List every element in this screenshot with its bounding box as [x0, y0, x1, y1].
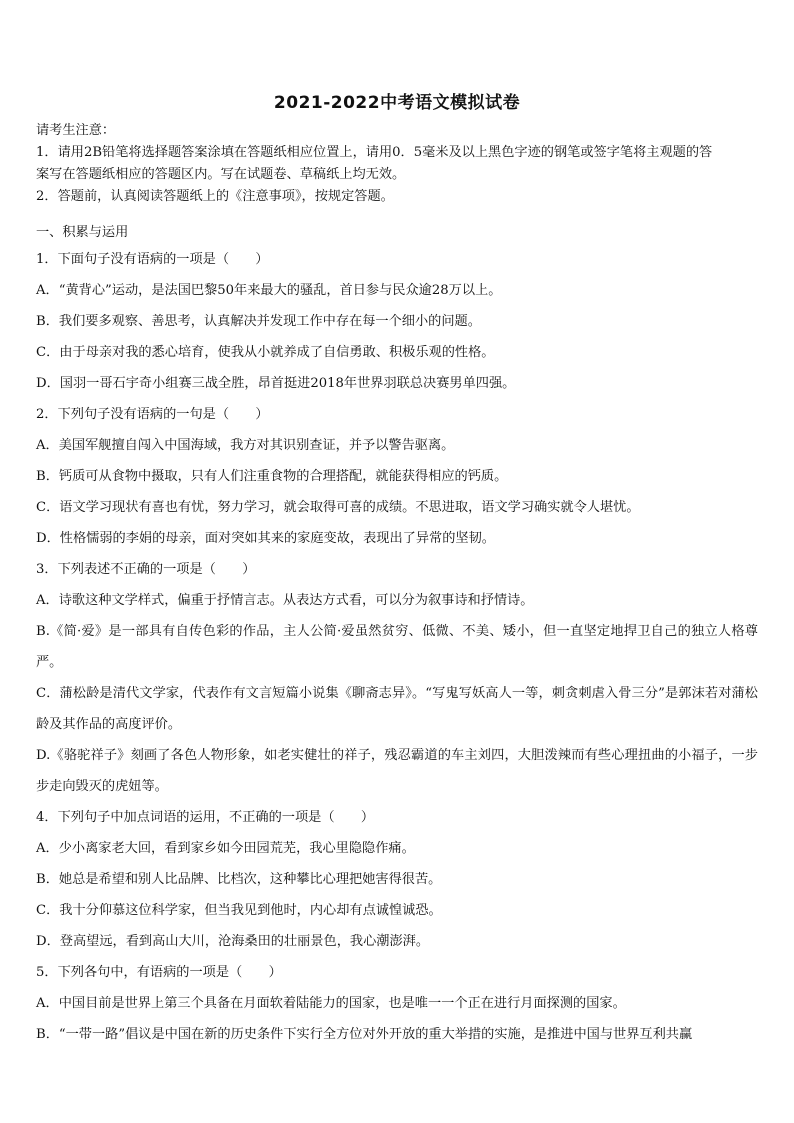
- question-1: [36, 244, 758, 399]
- section-heading: 一、积累与运用: [36, 225, 129, 240]
- option-d: D．性格懦弱的李娟的母亲，面对突如其来的家庭变故，表现出了异常的坚韧。: [36, 531, 495, 546]
- option-a: A．少小离家老大回，看到家乡如今田园荒芜，我心里隐隐作痛。: [36, 841, 415, 856]
- option-d: D.《骆驼祥子》刻画了各色人物形象，如老实健壮的祥子，残忍霸道的车主刘四，大胆泼辣而有些心理扭曲的小福子，一步步走向毁灭的虎妞等。: [36, 748, 758, 794]
- question-stem: 1．下面句子没有语病的一项是（ ）: [36, 252, 269, 267]
- option-c: C．蒲松龄是清代文学家，代表作有文言短篇小说集《聊斋志异》。“写鬼写妖高人一等，刺贪刺虐入骨三分”是郭沫若对蒲松龄及其作品的高度评价。: [36, 686, 758, 732]
- option-b: B.《简·爱》是一部具有自传色彩的作品，主人公简·爱虽然贫穷、低微、不美、矮小，但一直坚定地捍卫自己的独立人格尊严。: [36, 624, 758, 670]
- option-a: A．中国目前是世界上第三个具备在月面软着陆能力的国家，也是唯一一个正在进行月面探测的国家。: [36, 996, 626, 1011]
- question-stem: 4．下列句子中加点词语的运用，不正确的一项是（ ）: [36, 810, 375, 825]
- question-stem: 5．下列各句中，有语病的一项是（ ）: [36, 965, 282, 980]
- option-b: B．“一带一路”倡议是中国在新的历史条件下实行全方位对外开放的重大举措的实施，是推进中国与世界互利共赢: [36, 1027, 693, 1042]
- notice-heading: 请考生注意：: [36, 123, 116, 138]
- option-d: D．登高望远，看到高山大川，沧海桑田的壮丽景色，我心潮澎湃。: [36, 934, 430, 949]
- question-3: [36, 554, 758, 802]
- option-b: B．她总是希望和别人比品牌、比档次，这种攀比心理把她害得很苦。: [36, 872, 442, 887]
- option-c: C．由于母亲对我的悉心培育，使我从小就养成了自信勇敢、积极乐观的性格。: [36, 345, 495, 360]
- option-b: B．我们要多观察、善思考，认真解决并发现工作中存在每一个细小的问题。: [36, 314, 481, 329]
- option-a: A．诗歌这种文学样式，偏重于抒情言志。从表达方式看，可以分为叙事诗和抒情诗。: [36, 593, 534, 608]
- question-4: [36, 802, 758, 957]
- option-d: D．国羽一哥石宇奇小组赛三战全胜，昂首挺进2018年世界羽联总决赛男单四强。: [36, 376, 516, 391]
- option-c: C．语文学习现状有喜也有忧，努力学习，就会取得可喜的成绩。不思进取，语文学习确实就令人堪忧。: [36, 500, 640, 515]
- question-stem: 3．下列表述不正确的一项是（ ）: [36, 562, 256, 577]
- notice-line: 案写在答题纸相应的答题区内。写在试题卷、草稿纸上均无效。: [36, 167, 406, 182]
- option-a: A．“黄背心”运动，是法国巴黎50年来最大的骚乱，首日参与民众逾28万以上。: [36, 283, 502, 298]
- notice-block: [36, 120, 758, 208]
- question-stem: 2．下列句子没有语病的一句是（ ）: [36, 407, 269, 422]
- exam-body: [36, 222, 758, 1050]
- page-title: 2021-2022中考语文模拟试卷: [273, 93, 521, 113]
- notice-line: 1．请用2B铅笔将选择题答案涂填在答题纸相应位置上，请用0．5毫米及以上黑色字迹的钢笔或签字笔将主观题的答: [36, 145, 713, 160]
- option-c: C．我十分仰慕这位科学家，但当我见到他时，内心却有点诚惶诚恐。: [36, 903, 442, 918]
- option-a: A．美国军舰擅自闯入中国海域，我方对其识别查证，并予以警告驱离。: [36, 438, 455, 453]
- notice-line: 2．答题前，认真阅读答题纸上的《注意事项》，按规定答题。: [36, 189, 394, 204]
- question-5: [36, 957, 758, 1050]
- question-2: [36, 399, 758, 554]
- option-b: B．钙质可从食物中摄取，只有人们注重食物的合理搭配，就能获得相应的钙质。: [36, 469, 508, 484]
